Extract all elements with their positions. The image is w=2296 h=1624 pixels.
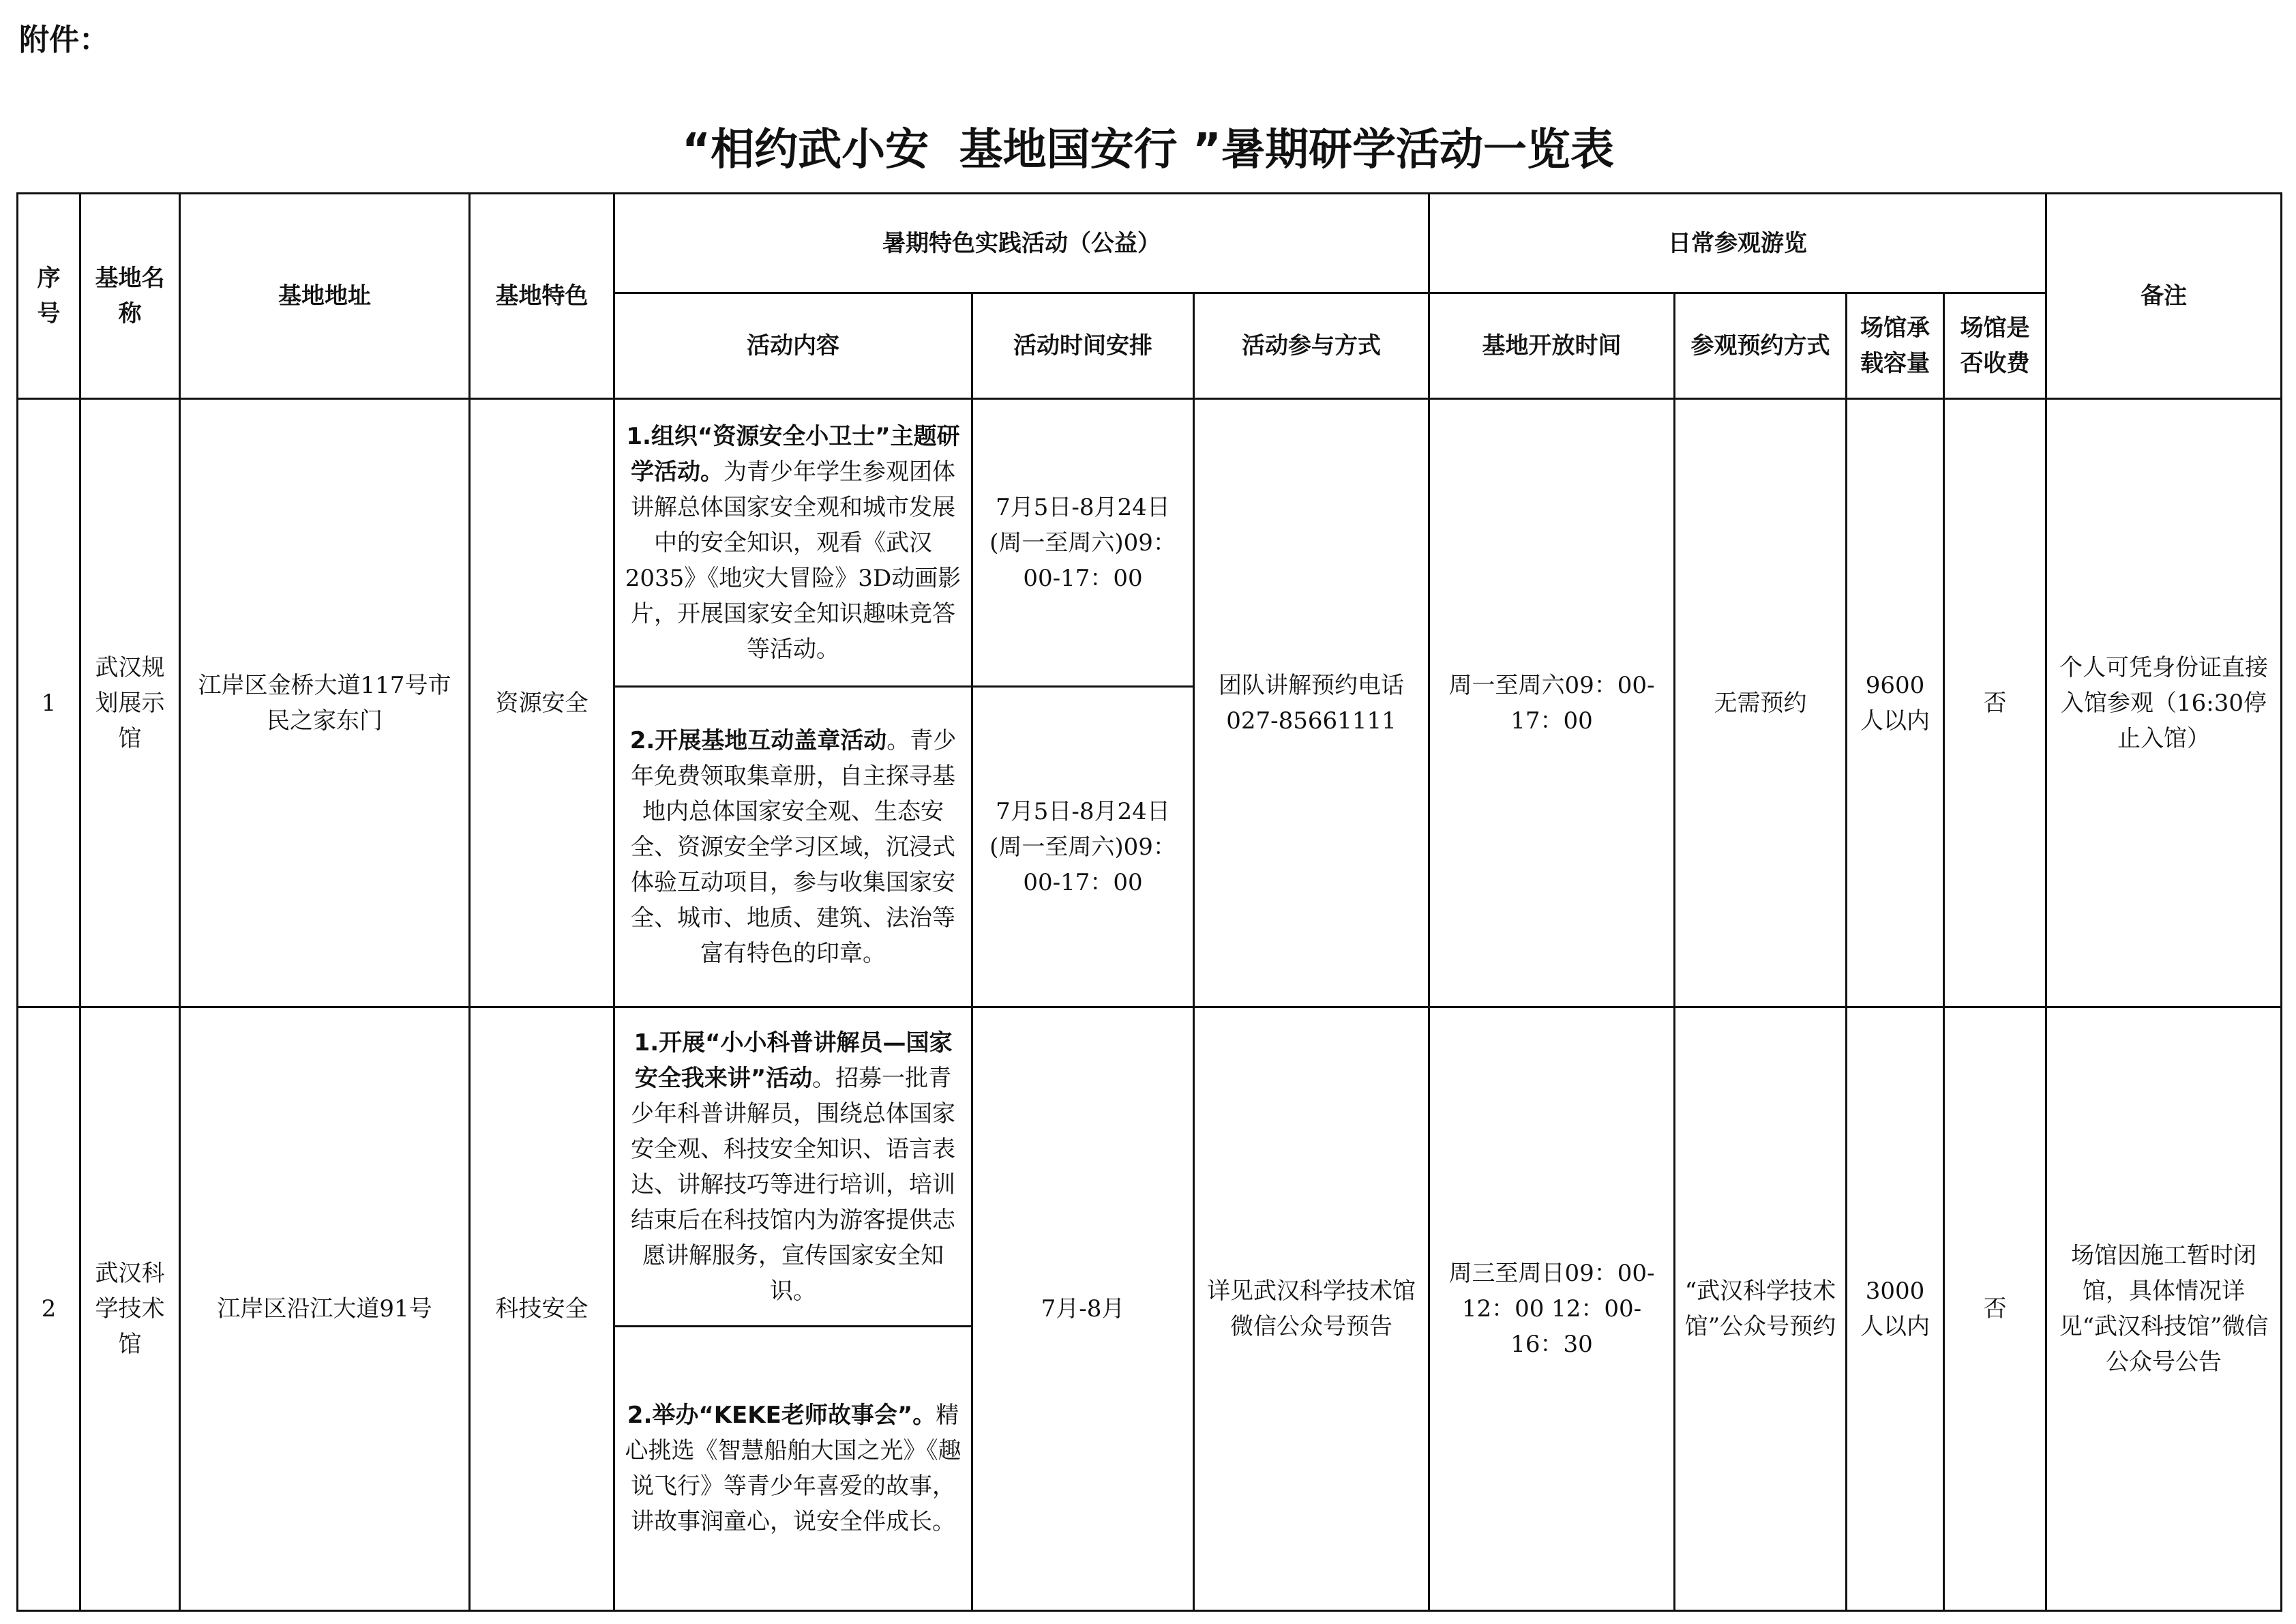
header-seq: 序号 — [18, 194, 80, 399]
row-remark: 个人可凭身份证直接入馆参观（16:30停止入馆） — [2046, 399, 2282, 1007]
row-open-time: 周三至周日09：00-12：00 12：00-16：30 — [1429, 1007, 1675, 1611]
activity-title: 2.开展基地互动盖章活动 — [629, 726, 887, 754]
activity-description: 精心挑选《智慧船舶大国之光》《趣说飞行》等青少年喜爱的故事，讲故事润童心，说安全伴成长。 — [625, 1402, 961, 1535]
row-participation: 团队讲解预约电话027-85661111 — [1194, 399, 1429, 1007]
activity-description: 。招募一批青少年科普讲解员，围绕总体国家安全观、科技安全知识、语言表达、讲解技巧等进行培训，培训结束后在科技馆内为游客提供志愿讲解服务，宣传国家安全知识。 — [631, 1064, 955, 1305]
row-booking: “武汉科学技术馆”公众号预约 — [1675, 1007, 1847, 1611]
activity-content — [614, 687, 972, 1007]
row-fee: 否 — [1944, 1007, 2046, 1611]
activity-content — [614, 1007, 972, 1327]
header-open-time: 基地开放时间 — [1429, 293, 1675, 399]
header-fee: 场馆是否收费 — [1944, 293, 2046, 399]
row-base-name: 武汉规划展示馆 — [80, 399, 180, 1007]
header-participation: 活动参与方式 — [1194, 293, 1429, 399]
row-booking: 无需预约 — [1675, 399, 1847, 1007]
row-base-name: 武汉科学技术馆 — [80, 1007, 180, 1611]
header-feature: 基地特色 — [470, 194, 614, 399]
table-row — [18, 399, 2282, 687]
header-booking: 参观预约方式 — [1675, 293, 1847, 399]
activity-description: 为青少年学生参观团体讲解总体国家安全观和城市发展中的安全知识，观看《武汉2035》《地灾大冒险》3D动画影片，开展国家安全知识趣味竞答等活动。 — [625, 458, 961, 663]
activity-title: 1.组织“资源安全小卫士”主题研学活动。 — [626, 422, 960, 486]
table-row — [18, 1007, 2282, 1327]
row-address: 江岸区金桥大道117号市民之家东门 — [180, 399, 470, 1007]
activity-description: 。青少年免费领取集章册，自主探寻基地内总体国家安全观、生态安全、资源安全学习区域，沉浸式体验互动项目，参与收集国家安全、城市、地质、建筑、法治等富有特色的印章。 — [631, 726, 957, 967]
row-feature: 资源安全 — [470, 399, 614, 1007]
row-address: 江岸区沿江大道91号 — [180, 1007, 470, 1611]
activity-schedule: 7月5日-8月24日(周一至周六)09：00-17：00 — [972, 687, 1194, 1007]
header-schedule: 活动时间安排 — [972, 293, 1194, 399]
page-title: “相约武小安 基地国安行 ”暑期研学活动一览表 — [682, 125, 1614, 175]
header-daily-visit: 日常参观游览 — [1429, 194, 2046, 293]
activity-title: 2.举办“KEKE老师故事会”。 — [627, 1402, 936, 1429]
row-open-time: 周一至周六09：00-17：00 — [1429, 399, 1675, 1007]
row-participation: 详见武汉科学技术馆微信公众号预告 — [1194, 1007, 1429, 1611]
activity-content — [614, 399, 972, 687]
row-seq: 2 — [18, 1007, 80, 1611]
activity-title: 1.开展“小小科普讲解员—国家安全我来讲”活动 — [633, 1029, 953, 1092]
attachment-label: 附件： — [19, 23, 109, 57]
row-capacity: 3000人以内 — [1847, 1007, 1944, 1611]
row-schedule: 7月-8月 — [972, 1007, 1194, 1611]
header-capacity: 场馆承载容量 — [1847, 293, 1944, 399]
header-content: 活动内容 — [614, 293, 972, 399]
header-address: 基地地址 — [180, 194, 470, 399]
header-summer-activities: 暑期特色实践活动（公益） — [614, 194, 1429, 293]
header-row-1 — [18, 194, 2282, 293]
activity-table — [16, 192, 2282, 1612]
row-capacity: 9600人以内 — [1847, 399, 1944, 1007]
row-feature: 科技安全 — [470, 1007, 614, 1611]
row-seq: 1 — [18, 399, 80, 1007]
row-fee: 否 — [1944, 399, 2046, 1007]
header-remark: 备注 — [2046, 194, 2282, 399]
activity-content — [614, 1327, 972, 1611]
header-name: 基地名称 — [80, 194, 180, 399]
activity-schedule: 7月5日-8月24日(周一至周六)09：00-17：00 — [972, 399, 1194, 687]
row-remark: 场馆因施工暂时闭馆，具体情况详见“武汉科技馆”微信公众号公告 — [2046, 1007, 2282, 1611]
